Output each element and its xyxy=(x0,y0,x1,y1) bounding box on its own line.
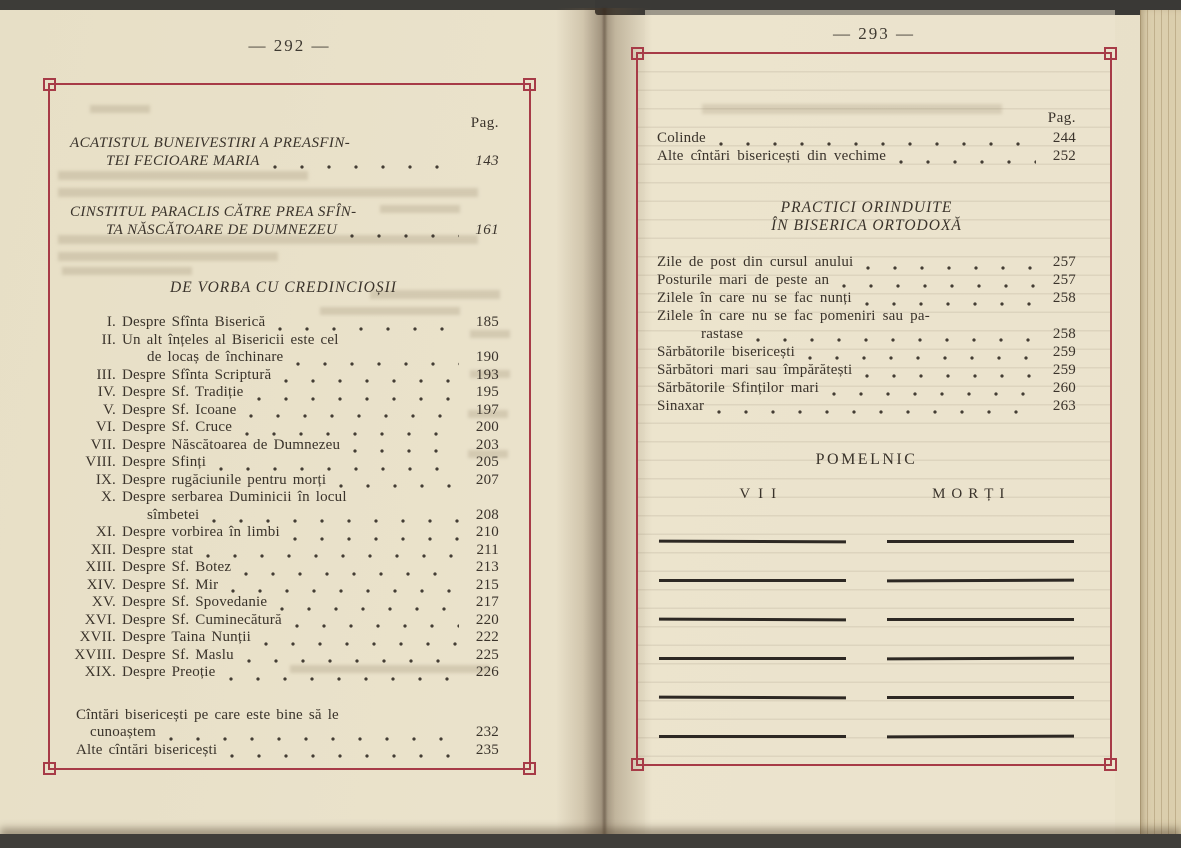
toc-entry-title: Alte cîntări bisericești din vechime xyxy=(657,148,887,164)
toc-row xyxy=(657,147,1076,165)
page-number-header-right: — 293 — xyxy=(833,24,915,43)
section-title-practici xyxy=(657,199,1076,235)
dot-leader xyxy=(718,133,1036,147)
toc-roman-numeral: I. xyxy=(106,314,116,330)
toc-page-number: 252 xyxy=(1052,148,1076,164)
toc-entry-title: Sărbătorile bisericești xyxy=(657,344,795,360)
toc-row xyxy=(657,271,1076,289)
toc-heading-line: TA NĂSCĂTOARE DE DUMNEZEU xyxy=(106,221,338,238)
pomelnic-blank-row xyxy=(659,533,1074,543)
toc-roman-numeral: XIX. xyxy=(84,664,116,680)
pomelnic-column-morti: MORȚI xyxy=(932,486,1011,502)
toc-page-number: 258 xyxy=(1052,290,1076,306)
page-number-header-left: — 292 — xyxy=(248,36,331,55)
toc-page-number: 213 xyxy=(475,559,499,575)
toc-entry-title: Zile de post din cursul anului xyxy=(657,254,854,270)
toc-page-number: 232 xyxy=(475,724,499,740)
toc-row-continuation xyxy=(68,724,499,742)
pomelnic-blank-rows xyxy=(657,533,1076,738)
dot-leader xyxy=(272,156,459,170)
toc-list-footer xyxy=(68,707,499,760)
toc-row-continuation xyxy=(68,507,499,525)
pomelnic-blank-row xyxy=(659,611,1074,621)
toc-page-number: 143 xyxy=(475,152,499,169)
toc-entry-title: Despre Sf. Maslu xyxy=(122,646,234,663)
toc-entry-title: Zilele în care nu se fac nunți xyxy=(657,290,852,306)
dot-leader xyxy=(841,275,1036,289)
toc-entry-title: sîmbetei xyxy=(147,506,200,523)
toc-row-continuation xyxy=(657,325,1076,343)
dot-leader xyxy=(256,388,459,402)
toc-row xyxy=(68,594,499,612)
toc-page-number: 200 xyxy=(475,419,499,435)
dot-leader xyxy=(283,370,459,384)
pomelnic-blank-row xyxy=(659,650,1074,660)
toc-page-number: 259 xyxy=(1052,362,1076,378)
pomelnic-column-headers xyxy=(657,485,1076,503)
toc-roman-numeral: XVII. xyxy=(79,629,116,645)
toc-heading-paraclis xyxy=(68,204,499,239)
toc-page-number: 244 xyxy=(1052,130,1076,146)
dot-leader xyxy=(292,528,459,542)
toc-page-number: 259 xyxy=(1052,344,1076,360)
dot-leader xyxy=(352,440,459,454)
toc-entry-title: Sinaxar xyxy=(657,398,705,414)
toc-row xyxy=(68,647,499,665)
toc-roman-numeral: II. xyxy=(101,331,116,348)
toc-page-number: 215 xyxy=(475,576,499,593)
pomelnic-blank-line-morti xyxy=(887,728,1074,739)
section-title-de-vorba: DE VORBA CU CREDINCIOȘII xyxy=(170,279,397,296)
toc-entry-title: Despre rugăciunile pentru morți xyxy=(122,471,327,488)
toc-entry-title: Sărbătorile Sfinților mari xyxy=(657,380,819,396)
dot-leader xyxy=(263,633,459,647)
toc-roman-numeral: III. xyxy=(96,366,116,383)
toc-page-number: 193 xyxy=(475,366,499,383)
toc-entry-title: Despre Sf. Icoane xyxy=(122,401,237,418)
page-frame-left xyxy=(48,83,531,770)
toc-roman-numeral: VI. xyxy=(95,419,116,435)
pomelnic-blank-line-morti xyxy=(887,689,1074,699)
toc-row-continuation xyxy=(68,349,499,367)
toc-entry-title: Despre Sfînta Scriptură xyxy=(122,366,272,383)
toc-entry-title: Despre Sf. Botez xyxy=(122,559,232,575)
toc-row xyxy=(68,314,499,332)
toc-entry-title: Despre vorbirea în limbi xyxy=(122,524,280,540)
scan-bottom-band xyxy=(0,834,1181,848)
toc-page-number: 263 xyxy=(1052,398,1076,414)
pomelnic-blank-line-morti xyxy=(887,650,1074,661)
toc-roman-numeral: XVI. xyxy=(84,611,116,628)
toc-page-number: 222 xyxy=(475,629,499,645)
pomelnic-blank-row xyxy=(659,689,1074,699)
toc-page-number: 258 xyxy=(1052,326,1076,342)
dot-leader xyxy=(230,580,459,594)
toc-entry-title: Zilele în care nu se fac pomeniri sau pa- xyxy=(657,308,930,324)
toc-row xyxy=(68,612,499,630)
pomelnic-blank-row xyxy=(659,572,1074,582)
page-frame-right xyxy=(636,52,1112,766)
toc-entry-title: Despre Sfinți xyxy=(122,454,207,470)
dot-leader xyxy=(865,257,1036,271)
toc-page-number: 208 xyxy=(475,506,499,523)
dot-leader xyxy=(831,383,1036,397)
toc-page-number: 190 xyxy=(475,349,499,365)
toc-page-number: 197 xyxy=(475,401,499,418)
toc-entry-title: Despre Născătoarea de Dumnezeu xyxy=(122,436,341,453)
toc-list-practici xyxy=(657,253,1076,415)
dot-leader xyxy=(243,563,459,577)
toc-row xyxy=(68,559,499,577)
toc-row xyxy=(68,437,499,455)
dot-leader xyxy=(211,510,459,524)
toc-row xyxy=(68,664,499,682)
toc-entry-title: Despre Preoție xyxy=(122,664,216,680)
dot-leader xyxy=(864,365,1036,379)
dot-leader xyxy=(277,318,459,332)
pag-column-label: Pag. xyxy=(1047,110,1076,126)
toc-page-number: 217 xyxy=(475,594,499,610)
dot-leader xyxy=(864,293,1036,307)
toc-row xyxy=(657,343,1076,361)
toc-row xyxy=(68,577,499,595)
dot-leader xyxy=(898,151,1036,165)
toc-row xyxy=(68,367,499,385)
pomelnic-blank-line-morti xyxy=(887,611,1074,621)
toc-row xyxy=(68,472,499,490)
toc-row xyxy=(657,129,1076,147)
toc-row xyxy=(657,253,1076,271)
toc-row xyxy=(657,289,1076,307)
toc-entry-title: Despre Taina Nunții xyxy=(122,629,251,645)
toc-row xyxy=(657,307,1076,325)
toc-page-number: 205 xyxy=(475,454,499,470)
toc-entry-title: Cîntări bisericești pe care este bine să le xyxy=(76,706,339,723)
pomelnic-blank-line-vii xyxy=(659,533,846,544)
toc-row xyxy=(68,402,499,420)
dot-leader xyxy=(279,598,459,612)
toc-roman-numeral: XVIII. xyxy=(74,646,116,663)
toc-roman-numeral: XIV. xyxy=(86,576,116,593)
toc-page-number: 226 xyxy=(475,664,499,680)
toc-roman-numeral: XII. xyxy=(90,541,116,558)
dot-leader xyxy=(295,353,459,367)
toc-page-number: 235 xyxy=(475,741,499,758)
section-title-line: PRACTICI ORINDUITE xyxy=(780,199,953,216)
dot-leader xyxy=(248,405,459,419)
toc-row xyxy=(657,361,1076,379)
toc-entry-title: Despre serbarea Duminicii în locul xyxy=(122,489,347,505)
pomelnic-blank-row xyxy=(659,728,1074,738)
pomelnic-blank-line-morti xyxy=(887,533,1074,543)
book-page-edges xyxy=(1140,10,1181,836)
toc-entry-title: Sărbători mari sau împărătești xyxy=(657,362,853,378)
toc-entry-title: rastase xyxy=(701,326,744,342)
toc-row xyxy=(68,542,499,560)
pomelnic-blank-line-morti xyxy=(887,572,1074,583)
dot-leader xyxy=(338,475,459,489)
dot-leader xyxy=(218,458,459,472)
toc-page-number: 220 xyxy=(475,611,499,628)
toc-page-number: 211 xyxy=(476,541,499,558)
toc-entry-title: Despre Sf. Cruce xyxy=(122,419,233,435)
toc-page-number: 210 xyxy=(475,524,499,540)
toc-entry-title: de locaș de închinare xyxy=(147,349,284,365)
toc-roman-numeral: IX. xyxy=(95,471,116,488)
pomelnic-column-vii: VII xyxy=(739,486,785,502)
dot-leader xyxy=(755,329,1036,343)
dot-leader xyxy=(229,745,459,759)
toc-entry-title: Despre Sf. Mir xyxy=(122,576,219,593)
dot-leader xyxy=(228,668,459,682)
dot-leader xyxy=(294,615,459,629)
toc-roman-numeral: XIII. xyxy=(85,559,116,575)
pomelnic-blank-line-vii xyxy=(659,650,846,660)
toc-page-number: 207 xyxy=(475,471,499,488)
pag-column-label: Pag. xyxy=(470,115,499,131)
toc-entry-title: Posturile mari de peste an xyxy=(657,272,830,288)
toc-page-number: 161 xyxy=(475,221,499,238)
toc-entry-title: Un alt înțeles al Bisericii este cel xyxy=(122,331,339,348)
toc-page-number: 257 xyxy=(1052,272,1076,288)
toc-roman-numeral: V. xyxy=(102,401,116,418)
toc-entry-title: cunoaștem xyxy=(90,724,156,740)
toc-roman-numeral: IV. xyxy=(97,384,116,400)
toc-page-number: 185 xyxy=(475,314,499,330)
toc-entry-title: Despre Sfînta Biserică xyxy=(122,314,266,330)
toc-list-top xyxy=(657,129,1076,165)
section-title-line: ÎN BISERICA ORTODOXĂ xyxy=(771,217,962,234)
pomelnic-blank-line-vii xyxy=(659,572,846,582)
toc-page-number: 195 xyxy=(475,384,499,400)
toc-roman-numeral: XV. xyxy=(91,594,116,610)
toc-row xyxy=(657,379,1076,397)
pomelnic-blank-line-vii xyxy=(659,728,846,738)
dot-leader xyxy=(168,728,459,742)
dot-leader xyxy=(716,401,1036,415)
toc-roman-numeral: VIII. xyxy=(85,454,116,470)
toc-page-number: 203 xyxy=(475,436,499,453)
toc-page-number: 225 xyxy=(475,646,499,663)
toc-row xyxy=(68,742,499,760)
toc-row xyxy=(68,332,499,350)
toc-row xyxy=(657,397,1076,415)
toc-row xyxy=(68,454,499,472)
toc-row xyxy=(68,489,499,507)
toc-heading-line: CINSTITUL PARACLIS CĂTRE PREA SFÎN- xyxy=(70,204,357,220)
toc-row xyxy=(68,384,499,402)
toc-row xyxy=(68,524,499,542)
toc-list-numbered xyxy=(68,314,499,682)
pomelnic-blank-line-vii xyxy=(659,611,846,622)
dot-leader xyxy=(244,423,459,437)
pomelnic-title: POMELNIC xyxy=(815,451,918,468)
pomelnic-blank-line-vii xyxy=(659,689,846,700)
toc-row xyxy=(68,629,499,647)
toc-row xyxy=(68,707,499,725)
dot-leader xyxy=(205,545,459,559)
toc-entry-title: Despre Sf. Cuminecătură xyxy=(122,611,282,628)
toc-roman-numeral: XI. xyxy=(95,524,116,540)
toc-roman-numeral: VII. xyxy=(90,436,116,453)
toc-heading-line: ACATISTUL BUNEIVESTIRI A PREASFIN- xyxy=(70,135,351,151)
toc-page-number: 257 xyxy=(1052,254,1076,270)
toc-entry-title: Despre stat xyxy=(122,541,194,558)
toc-row xyxy=(68,419,499,437)
dot-leader xyxy=(349,225,459,239)
dot-leader xyxy=(246,650,459,664)
toc-entry-title: Despre Sf. Tradiție xyxy=(122,384,244,400)
toc-heading-line: TEI FECIOARE MARIA xyxy=(106,152,260,169)
dot-leader xyxy=(807,347,1036,361)
toc-entry-title: Colinde xyxy=(657,130,706,146)
toc-heading-acatist xyxy=(68,135,499,170)
toc-entry-title: Despre Sf. Spovedanie xyxy=(122,594,268,610)
toc-roman-numeral: X. xyxy=(101,489,116,505)
toc-entry-title: Alte cîntări bisericești xyxy=(76,741,218,758)
toc-page-number: 260 xyxy=(1052,380,1076,396)
